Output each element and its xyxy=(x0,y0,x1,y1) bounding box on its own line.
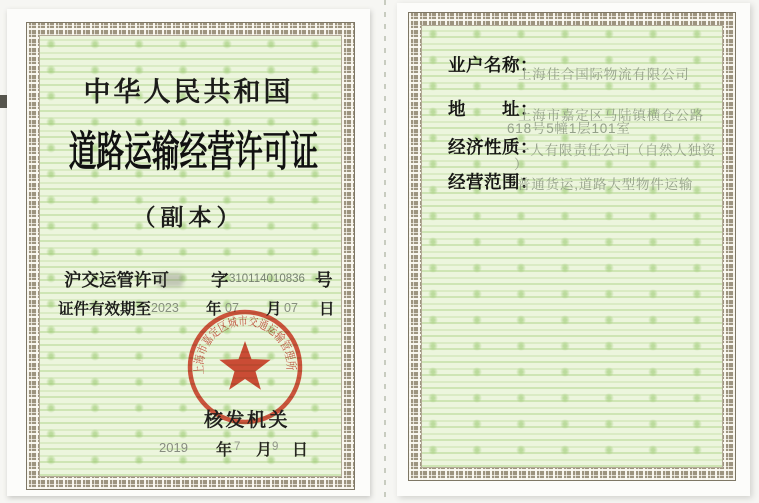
issue-month: 7 xyxy=(234,441,241,453)
validity-day: 07 xyxy=(284,301,298,315)
validity-year-unit: 年 xyxy=(206,301,222,318)
issue-day-unit: 日 xyxy=(292,442,309,459)
red-star-icon xyxy=(219,341,270,390)
permit-title: 道路运输经营许可证 xyxy=(68,128,319,175)
economic-type-value-line2: ） xyxy=(514,157,529,172)
ink-smudge xyxy=(157,273,183,287)
right-page xyxy=(397,3,750,496)
address-value-line2: 618号5幢1层101室 xyxy=(507,121,631,136)
license-number: 310114010836 xyxy=(229,273,305,285)
issue-day: 9 xyxy=(272,441,279,453)
validity-year: 2023 xyxy=(151,301,179,315)
right-page-guilloche-background xyxy=(421,25,723,468)
binding-stitch-line xyxy=(384,0,386,503)
economic-type-value-line1: 一人有限责任公司（自然人独资 xyxy=(516,143,717,158)
stamp-ring-text: 上海市嘉定区城市交通运输管理所 xyxy=(191,313,299,376)
country-heading: 中华人民共和国 xyxy=(83,77,294,107)
address-label: 地 址： xyxy=(448,99,538,119)
address-value-line1: 上海市嘉定区马陆镇横仓公路 xyxy=(518,108,704,123)
validity-month-unit: 月 xyxy=(266,301,282,318)
issue-month-unit: 月 xyxy=(256,442,273,459)
license-hao-char: 号 xyxy=(315,270,333,290)
business-scope-value: 普通货运,道路大型物件运输 xyxy=(517,177,694,192)
validity-day-unit: 日 xyxy=(319,301,335,318)
left-page xyxy=(7,9,370,496)
license-prefix: 沪交运管许可 xyxy=(64,270,169,290)
issue-year: 2019 xyxy=(159,440,188,455)
economic-type-label: 经济性质： xyxy=(448,137,538,157)
issuer-label: 核发机关 xyxy=(204,410,291,431)
business-scope-label: 经营范围： xyxy=(448,172,538,192)
validity-label: 证件有效期至 xyxy=(58,301,152,318)
business-name-label: 业户名称： xyxy=(448,55,538,75)
scan-edge-mark xyxy=(0,95,7,108)
license-zi-char: 字 xyxy=(211,270,229,290)
issue-year-unit: 年 xyxy=(216,442,233,459)
validity-month: 07 xyxy=(225,301,239,315)
copy-subtitle: （副本） xyxy=(132,205,245,230)
business-name-value: 上海佳合国际物流有限公司 xyxy=(518,67,690,82)
